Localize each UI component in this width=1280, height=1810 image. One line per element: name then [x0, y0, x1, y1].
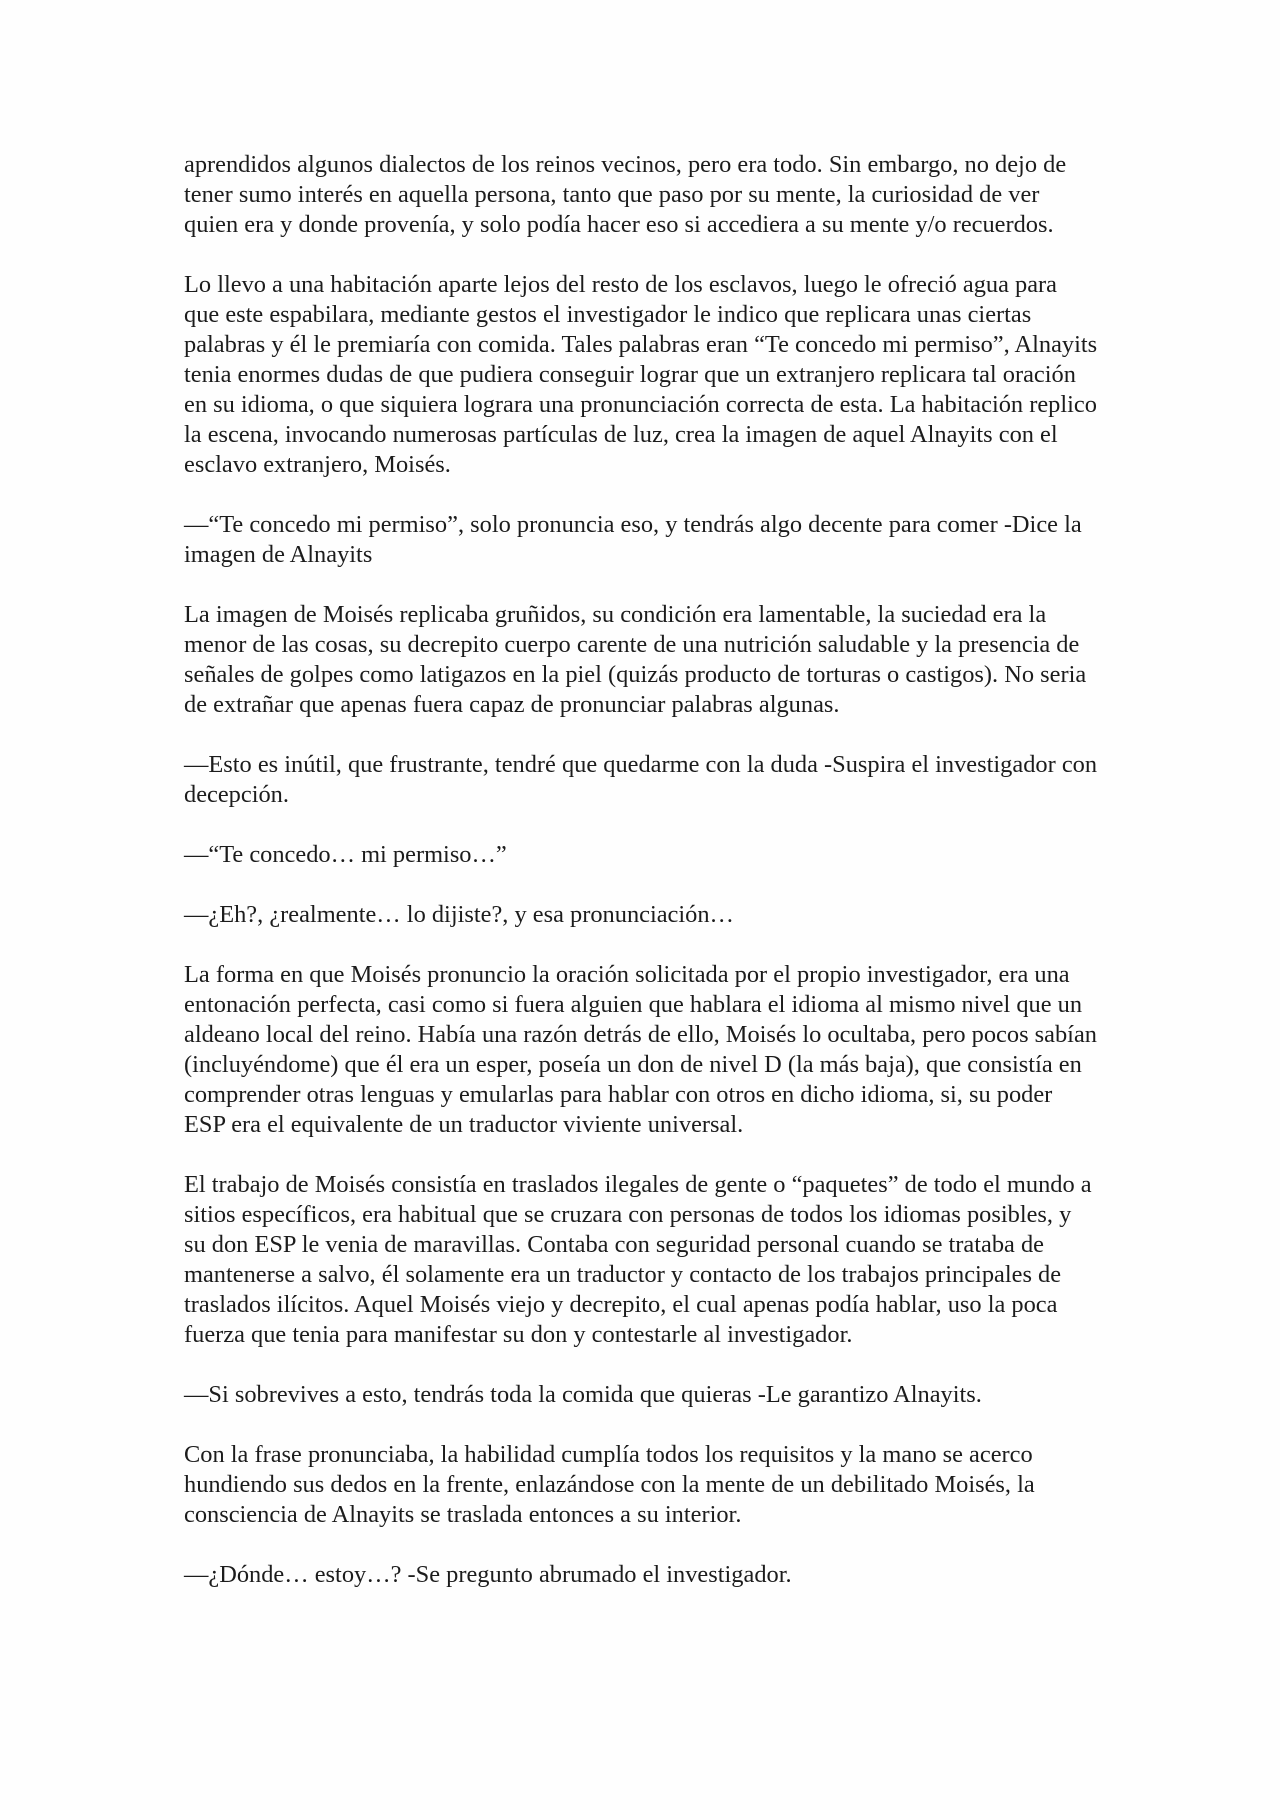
- paragraph-8: La forma en que Moisés pronuncio la oración solicitada por el propio investigador, era una entonación perfecta, casi como si fuera alguien que hablara el idioma al mismo nivel que un aldeano local del reino. Había una razón detrás de ello, Moisés lo ocultaba, pero pocos sabían (incluyéndome) que él era un esper, poseía un don de nivel D (la más baja), que consistía en comprender otras lenguas y emularlas para hablar con otros en dicho idioma, si, su poder ESP era el equivalente de un traductor viviente universal.: [184, 961, 1097, 1138]
- paragraph-2: Lo llevo a una habitación aparte lejos del resto de los esclavos, luego le ofreció agua para que este espabilara, mediante gestos el investigador le indico que replicara unas ciertas palabras y él le premiaría con comida. Tales palabras eran “Te concedo mi permiso”, Alnayits tenia enormes dudas de que pudiera conseguir lograr que un extranjero replicara tal oración en su idioma, o que siquiera lograra una pronunciación correcta de esta. La habitación replico la escena, invocando numerosas partículas de luz, crea la imagen de aquel Alnayits con el esclavo extranjero, Moisés.: [184, 271, 1098, 478]
- paragraph-5: —Esto es inútil, que frustrante, tendré que quedarme con la duda -Suspira el investigador con decepción.: [184, 751, 1098, 808]
- paragraph-6: —“Te concedo… mi permiso…”: [184, 841, 507, 868]
- paragraph-7: —¿Eh?, ¿realmente… lo dijiste?, y esa pronunciación…: [184, 901, 734, 928]
- paragraph-9: El trabajo de Moisés consistía en traslados ilegales de gente o “paquetes” de todo el mundo a sitios específicos, era habitual que se cruzara con personas de todos los idiomas posibles, y su don ESP le venia de maravillas. Contaba con seguridad personal cuando se trataba de mantenerse a salvo, él solamente era un traductor y contacto de los trabajos principales de traslados ilícitos. Aquel Moisés viejo y decrepito, el cual apenas podía hablar, uso la poca fuerza que tenia para manifestar su don y contestarle al investigador.: [184, 1171, 1092, 1348]
- paragraph-12: —¿Dónde… estoy…? -Se pregunto abrumado el investigador.: [184, 1561, 792, 1588]
- paragraph-10: —Si sobrevives a esto, tendrás toda la comida que quieras -Le garantizo Alnayits.: [184, 1381, 982, 1408]
- paragraph-4: La imagen de Moisés replicaba gruñidos, su condición era lamentable, la suciedad era la menor de las cosas, su decrepito cuerpo carente de una nutrición saludable y la presencia de señales de golpes como latigazos en la piel (quizás producto de torturas o castigos). No seria de extrañar que apenas fuera capaz de pronunciar palabras algunas.: [184, 601, 1087, 718]
- paragraph-1: aprendidos algunos dialectos de los reinos vecinos, pero era todo. Sin embargo, no dejo de tener sumo interés en aquella persona, tanto que paso por su mente, la curiosidad de ver quien era y donde provenía, y solo podía hacer eso si accediera a su mente y/o recuerdos.: [184, 151, 1067, 238]
- paragraph-11: Con la frase pronunciaba, la habilidad cumplía todos los requisitos y la mano se acerco hundiendo sus dedos en la frente, enlazándose con la mente de un debilitado Moisés, la consciencia de Alnayits se traslada entonces a su interior.: [184, 1441, 1035, 1528]
- paragraph-3: —“Te concedo mi permiso”, solo pronuncia eso, y tendrás algo decente para comer -Dice la imagen de Alnayits: [184, 511, 1082, 568]
